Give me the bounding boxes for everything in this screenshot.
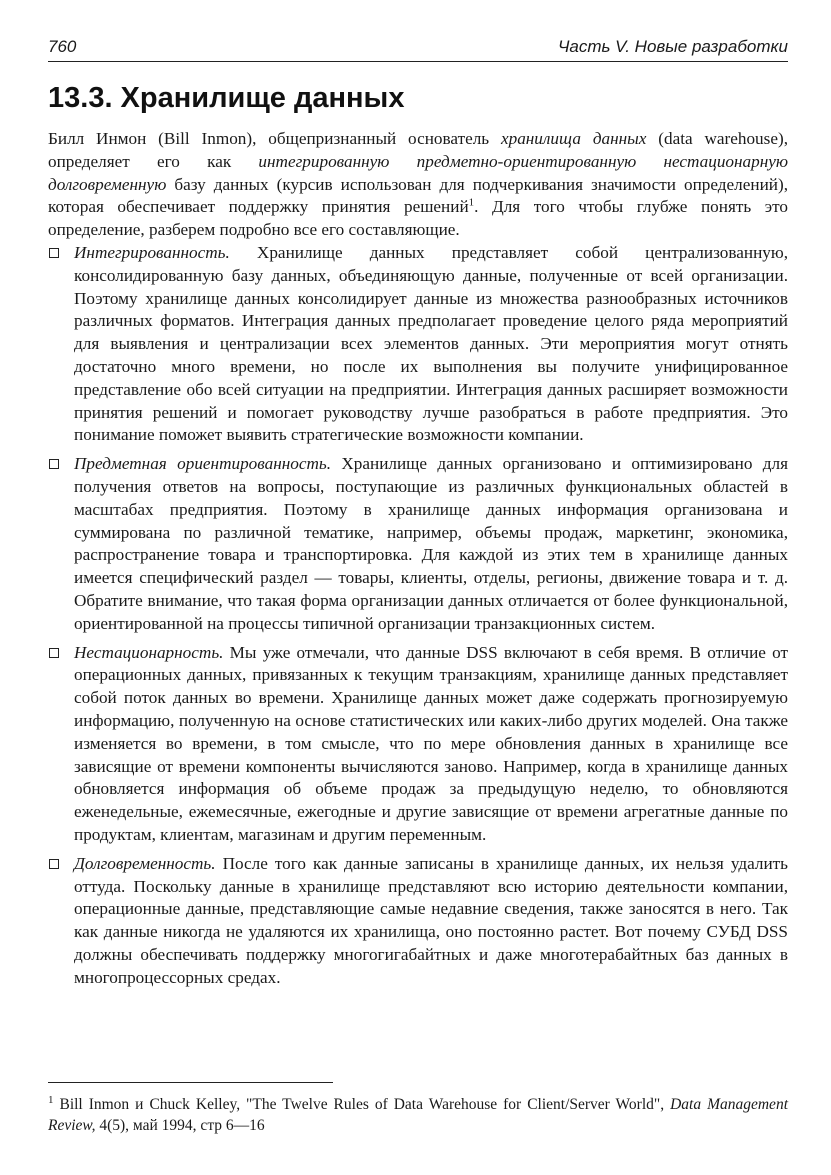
header-rule [48,61,788,62]
checkbox-bullet-icon [49,459,59,469]
checkbox-bullet-icon [49,248,59,258]
list-item [48,453,788,635]
checkbox-bullet-icon [49,859,59,869]
bullet-text: Мы уже отмечали, что данные DSS включают в себя время. В отличие от операционных данных, привязанных к текущим транзакциям, хранилище данных представляет собой поток данных во времени. Хранилище данных может даже содержать прогнозируемую информацию, полученную на основе статистических или каких-либо других моделей. Она также изменяется во времени, в том смысле, что по мере обновления данных в хранилище все зависящие от времени компоненты вычисляются заново. Например, когда в хранилище данных обновляется информация об объеме продаж за предыдущую неделю, то обновляются еженедельные, ежемесячные, ежегодные и другие зависящие от времени агрегатные данные по продуктам, клиентам, магазинам и другим переменным. [74,642,788,844]
bullet-term: Долговременность. [74,853,216,873]
body-text [48,128,788,995]
page-number: 760 [48,37,77,56]
checkbox-bullet-icon [49,648,59,658]
bullet-text: Хранилище данных организовано и оптимизировано для получения ответов на вопросы, поступающие из различных функциональных областей в масштабах предприятия. Поэтому в хранилище данных информация организована и суммирована по различной тематике, например, объемы продаж, маркетинг, экономика, распространение товара и транспортировка. Для каждой из этих тем в хранилище данных имеется специфический раздел — товары, клиенты, отделы, регионы, движение товара и т. д. Обратите внимание, что такая форма организации данных отличается от более функциональной, ориентированной на процессы типичной организации транзакционных систем. [74,454,788,633]
intro-text-1: Билл Инмон (Bill Inmon), общепризнанный основатель [48,129,501,148]
list-item [48,853,788,990]
list-item [48,642,788,847]
footnote-rule [48,1082,333,1083]
list-item [48,242,788,447]
part-title: Часть V. Новые разработки [557,37,788,56]
footnote-number: 1 [48,1093,54,1106]
bullet-text: После того как данные записаны в хранилище данных, их нельзя удалить оттуда. Поскольку данные в хранилище представляют всю историю деятельности компании, операционные данные, представляющие самые недавние сведения, также заносятся в него. Так как данные никогда не удаляются их хранилища, оно постоянно растет. Вот почему СУБД DSS должны обеспечивать поддержку многогигабайтных и даже многотерабайтных баз данных в многопроцессорных средах. [74,853,788,987]
section-title: 13.3. Хранилище данных [48,82,405,114]
intro-emphasis-1: хранилища данных [500,129,647,148]
footnote-reference: 1 [468,196,475,209]
running-head [48,36,788,58]
bullet-list [48,242,788,990]
footnote [48,1094,788,1136]
bullet-term: Предметная ориентированность. [74,454,332,474]
footnote-text-1: Bill Inmon и Chuck Kelley, "The Twelve Rules of Data Warehouse for Client/Server World", [53,1096,671,1113]
intro-text-2: (data warehouse), определяет его как [48,129,788,171]
bullet-term: Интегрированность. [74,242,230,262]
intro-paragraph [48,128,788,242]
bullet-text: Хранилище данных представляет собой централизованную, консолидированную базу данных, объединяющую данные, полученные от всей организации. Поэтому хранилище данных консолидирует данные из множества разнообразных источников различных форматов. Интеграция данных предполагает проведение целого ряда мероприятий для выявления и централизации всех элементов данных. Эти мероприятия могут отнять достаточно много времени, но после их выполнения вы получите унифицированное представление обо всей ситуации на предприятии. Интеграция данных расширяет возможности принятия решений и помогает руководству лучше разобраться в работе предприятия. Это понимание поможет выявить стратегические возможности компании. [74,242,788,445]
intro-text-3: базу данных (курсив использован для подчеркивания значимости определений), которая обеспечивает поддержку принятия решений [48,174,788,217]
intro-emphasis-2: интегрированную предметно-ориентированную нестационарную долговременную [48,151,788,194]
footnote-text-2: 4(5), май 1994, стр 6—16 [95,1117,265,1134]
footnote-emphasis: Data Management Review, [48,1096,788,1134]
bullet-term: Нестационарность. [74,642,224,662]
intro-text-4: . Для того чтобы глубже понять это определение, разберем подробно все его составляющие. [48,197,788,240]
